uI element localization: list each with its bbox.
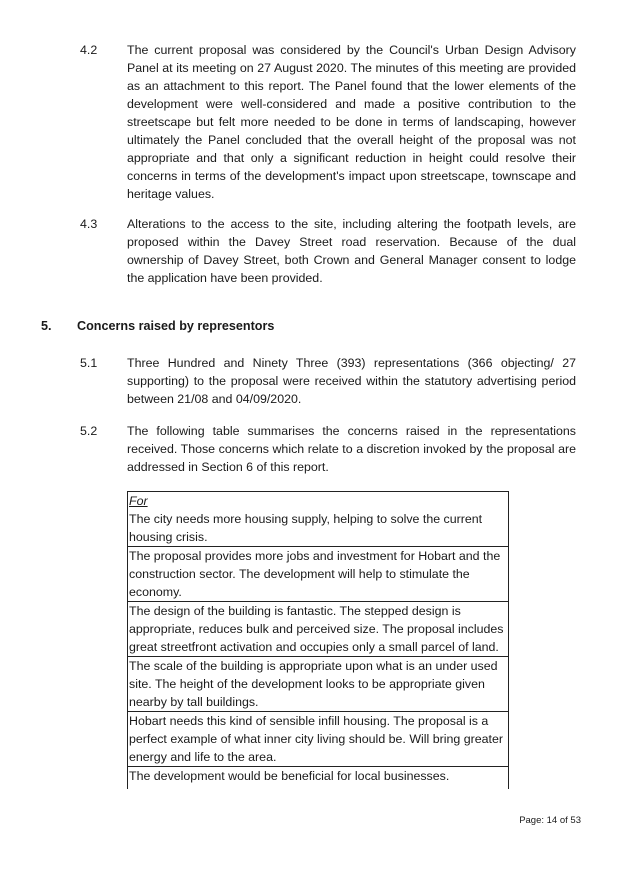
paragraph-number: 5.2 bbox=[80, 424, 98, 438]
paragraph-text: The following table summarises the concerns raised in the representations received. Those concerns which relate to a discretion invoked by the proposal are addressed in Section 6 of this report. bbox=[127, 424, 576, 474]
table-row: The city needs more housing supply, helping to solve the current housing crisis. bbox=[128, 510, 508, 547]
paragraph-text: Three Hundred and Ninety Three (393) representations (366 objecting/ 27 supporting) to the proposal were received within the statutory advertising period between 21/08 and 04/09/2020. bbox=[127, 356, 576, 406]
page-number: Page: 14 of 53 bbox=[519, 815, 581, 826]
section-number: 5. bbox=[41, 319, 52, 333]
paragraph-text: Alterations to the access to the site, including altering the footpath levels, are proposed within the Davey Street road reservation. Because of the dual ownership of Davey Street, both Crown and General Manager consent to lodge the application have been provided. bbox=[127, 217, 576, 285]
table-row: The design of the building is fantastic. The stepped design is appropriate, reduces bulk and perceived size. The proposal includes great streetfront activation and occupies only a small parcel of land. bbox=[128, 602, 508, 657]
table-row: Hobart needs this kind of sensible infill housing. The proposal is a perfect example of what inner city living should be. Will bring greater energy and life to the area. bbox=[128, 712, 508, 767]
table-row: The development would be beneficial for local businesses. bbox=[129, 769, 450, 783]
table-row: The scale of the building is appropriate upon what is an under used site. The height of the development looks to be appropriate given nearby by tall buildings. bbox=[128, 657, 508, 712]
section-title: Concerns raised by representors bbox=[77, 319, 275, 333]
representations-table bbox=[127, 491, 509, 789]
table-header-for: For bbox=[129, 494, 148, 508]
paragraph-number: 4.3 bbox=[80, 217, 98, 231]
paragraph-number: 5.1 bbox=[80, 356, 98, 370]
paragraph-number: 4.2 bbox=[80, 43, 98, 57]
table-row: The proposal provides more jobs and investment for Hobart and the construction sector. The development will help to stimulate the economy. bbox=[128, 547, 508, 602]
paragraph-text: The current proposal was considered by the Council's Urban Design Advisory Panel at its meeting on 27 August 2020. The minutes of this meeting are provided as an attachment to this report. The Panel found that the lower elements of the development were well-considered and made a positive contribution to the streetscape but felt more needed to be done in terms of landscaping, however ultimately the Panel concluded that the overall height of the proposal was not appropriate and that only a significant reduction in height could resolve their concerns in terms of the development's impact upon streetscape, townscape and heritage values. bbox=[127, 43, 576, 201]
